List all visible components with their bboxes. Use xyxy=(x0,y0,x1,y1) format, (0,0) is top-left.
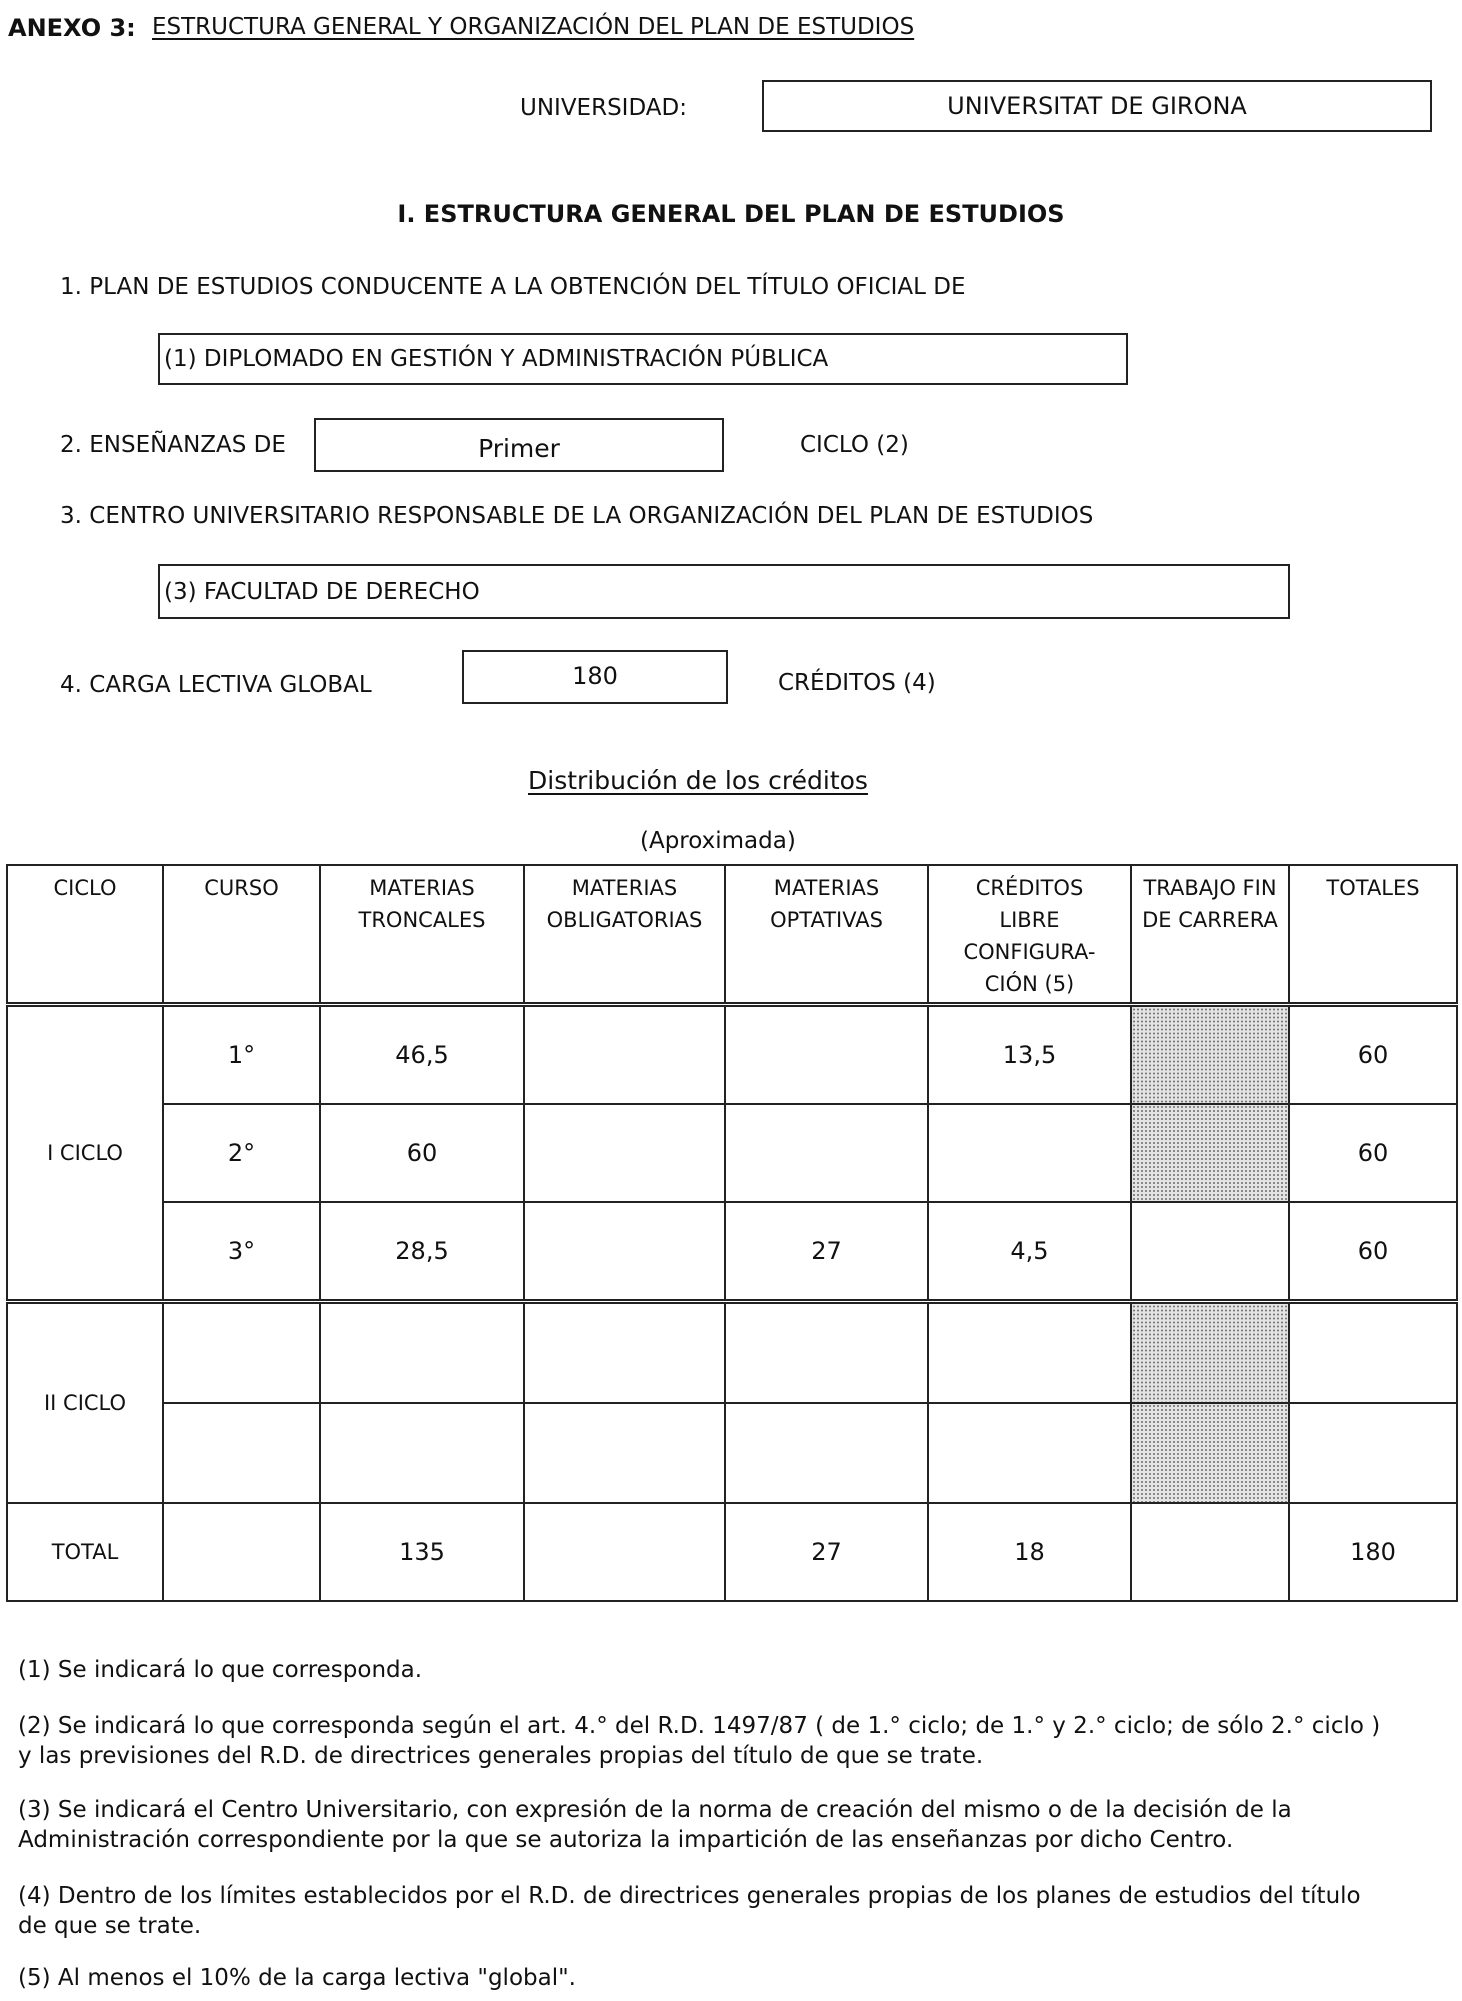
cell-obligatorias xyxy=(524,1202,725,1302)
table-row xyxy=(7,1403,1457,1503)
item2-value: Primer xyxy=(478,434,560,463)
item2-suffix: CICLO (2) xyxy=(800,432,909,458)
total-trabajo xyxy=(1131,1503,1289,1601)
cell-curso xyxy=(163,1302,320,1404)
cell-libre: 4,5 xyxy=(928,1202,1131,1302)
col-header: CRÉDITOS LIBRE CONFIGURA-CIÓN (5) xyxy=(928,865,1131,1005)
cycle2-label: II CICLO xyxy=(7,1302,163,1504)
cell-troncales: 28,5 xyxy=(320,1202,524,1302)
section-title: I. ESTRUCTURA GENERAL DEL PLAN DE ESTUDIOS xyxy=(397,200,1065,228)
total-troncales: 135 xyxy=(320,1503,524,1601)
col-header: TRABAJO FIN DE CARRERA xyxy=(1131,865,1289,1005)
cell-curso: 1° xyxy=(163,1005,320,1105)
total-label: TOTAL xyxy=(7,1503,163,1601)
col-header: CICLO xyxy=(7,865,163,1005)
footnote-3-line2: Administración correspondiente por la que se autoriza la impartición de las enseñanzas por dicho Centro. xyxy=(18,1827,1234,1853)
cell-trabajo-shaded xyxy=(1131,1302,1289,1404)
cell-optativas xyxy=(725,1302,928,1404)
cell-libre xyxy=(928,1104,1131,1202)
cell-obligatorias xyxy=(524,1005,725,1105)
cell-troncales xyxy=(320,1403,524,1503)
table-row xyxy=(7,1202,1457,1302)
table-row xyxy=(7,1104,1457,1202)
cell-obligatorias xyxy=(524,1403,725,1503)
item4-label: 4. CARGA LECTIVA GLOBAL xyxy=(60,672,372,698)
col-header: TOTALES xyxy=(1289,865,1457,1005)
cell-obligatorias xyxy=(524,1104,725,1202)
cell-trabajo-shaded xyxy=(1131,1104,1289,1202)
footnote-2-line1: (2) Se indicará lo que corresponda según el art. 4.° del R.D. 1497/87 ( de 1.° ciclo; de 1.° y 2.° ciclo; de sólo 2.° ciclo ) xyxy=(18,1713,1381,1739)
cell-totales: 60 xyxy=(1289,1202,1457,1302)
footnote-2-line2: y las previsiones del R.D. de directrices generales propias del título de que se trate. xyxy=(18,1743,984,1769)
cell-trabajo-shaded xyxy=(1131,1403,1289,1503)
cell-libre xyxy=(928,1403,1131,1503)
total-optativas: 27 xyxy=(725,1503,928,1601)
cell-libre xyxy=(928,1302,1131,1404)
total-row xyxy=(7,1503,1457,1601)
item2-label: 2. ENSEÑANZAS DE xyxy=(60,432,286,458)
col-header: CURSO xyxy=(163,865,320,1005)
cell-curso xyxy=(163,1503,320,1601)
cycle1-label: I CICLO xyxy=(7,1005,163,1302)
item2-box xyxy=(314,418,724,472)
cell-troncales: 46,5 xyxy=(320,1005,524,1105)
table-row xyxy=(7,1005,1457,1105)
item1-label: 1. PLAN DE ESTUDIOS CONDUCENTE A LA OBTENCIÓN DEL TÍTULO OFICIAL DE xyxy=(60,274,966,300)
university-box xyxy=(762,80,1432,132)
cell-optativas xyxy=(725,1403,928,1503)
cell-optativas xyxy=(725,1005,928,1105)
col-header: MATERIAS OBLIGATORIAS xyxy=(524,865,725,1005)
col-header: MATERIAS OPTATIVAS xyxy=(725,865,928,1005)
university-label: UNIVERSIDAD: xyxy=(520,95,687,121)
table-header-row xyxy=(7,865,1457,1005)
cell-trabajo xyxy=(1131,1202,1289,1302)
credits-table xyxy=(6,864,1458,1602)
cell-curso: 3° xyxy=(163,1202,320,1302)
total-libre: 18 xyxy=(928,1503,1131,1601)
item3-label: 3. CENTRO UNIVERSITARIO RESPONSABLE DE LA ORGANIZACIÓN DEL PLAN DE ESTUDIOS xyxy=(60,503,1094,529)
distribution-title: Distribución de los créditos xyxy=(528,766,868,795)
cell-trabajo-shaded xyxy=(1131,1005,1289,1105)
cell-libre: 13,5 xyxy=(928,1005,1131,1105)
cell-totales: 60 xyxy=(1289,1005,1457,1105)
total-totales: 180 xyxy=(1289,1503,1457,1601)
footnote-4-line1: (4) Dentro de los límites establecidos por el R.D. de directrices generales propias de los planes de estudios del título xyxy=(18,1883,1361,1909)
cell-optativas: 27 xyxy=(725,1202,928,1302)
col-header: MATERIAS TRONCALES xyxy=(320,865,524,1005)
footnote-1: (1) Se indicará lo que corresponda. xyxy=(18,1657,423,1683)
item1-box xyxy=(158,333,1128,385)
footnote-5: (5) Al menos el 10% de la carga lectiva "global". xyxy=(18,1965,576,1991)
cell-totales xyxy=(1289,1403,1457,1503)
footnote-3-line1: (3) Se indicará el Centro Universitario, con expresión de la norma de creación del mismo o de la decisión de la xyxy=(18,1797,1292,1823)
item3-value: (3) FACULTAD DE DERECHO xyxy=(164,579,480,605)
total-obligatorias xyxy=(524,1503,725,1601)
annex-label: ANEXO 3: xyxy=(8,14,136,42)
item4-box xyxy=(462,650,728,704)
item3-box xyxy=(158,564,1290,619)
cell-totales xyxy=(1289,1302,1457,1404)
item4-value: 180 xyxy=(572,662,618,690)
cell-troncales: 60 xyxy=(320,1104,524,1202)
cell-curso xyxy=(163,1403,320,1503)
cell-obligatorias xyxy=(524,1302,725,1404)
university-value: UNIVERSITAT DE GIRONA xyxy=(947,92,1247,120)
cell-optativas xyxy=(725,1104,928,1202)
distribution-subtitle: (Aproximada) xyxy=(640,828,796,854)
cell-troncales xyxy=(320,1302,524,1404)
item4-suffix: CRÉDITOS (4) xyxy=(778,670,936,696)
cell-totales: 60 xyxy=(1289,1104,1457,1202)
cell-curso: 2° xyxy=(163,1104,320,1202)
annex-title: ESTRUCTURA GENERAL Y ORGANIZACIÓN DEL PLAN DE ESTUDIOS xyxy=(152,14,915,40)
table-row xyxy=(7,1302,1457,1404)
item1-value: (1) DIPLOMADO EN GESTIÓN Y ADMINISTRACIÓN PÚBLICA xyxy=(164,346,829,372)
footnote-4-line2: de que se trate. xyxy=(18,1913,202,1939)
